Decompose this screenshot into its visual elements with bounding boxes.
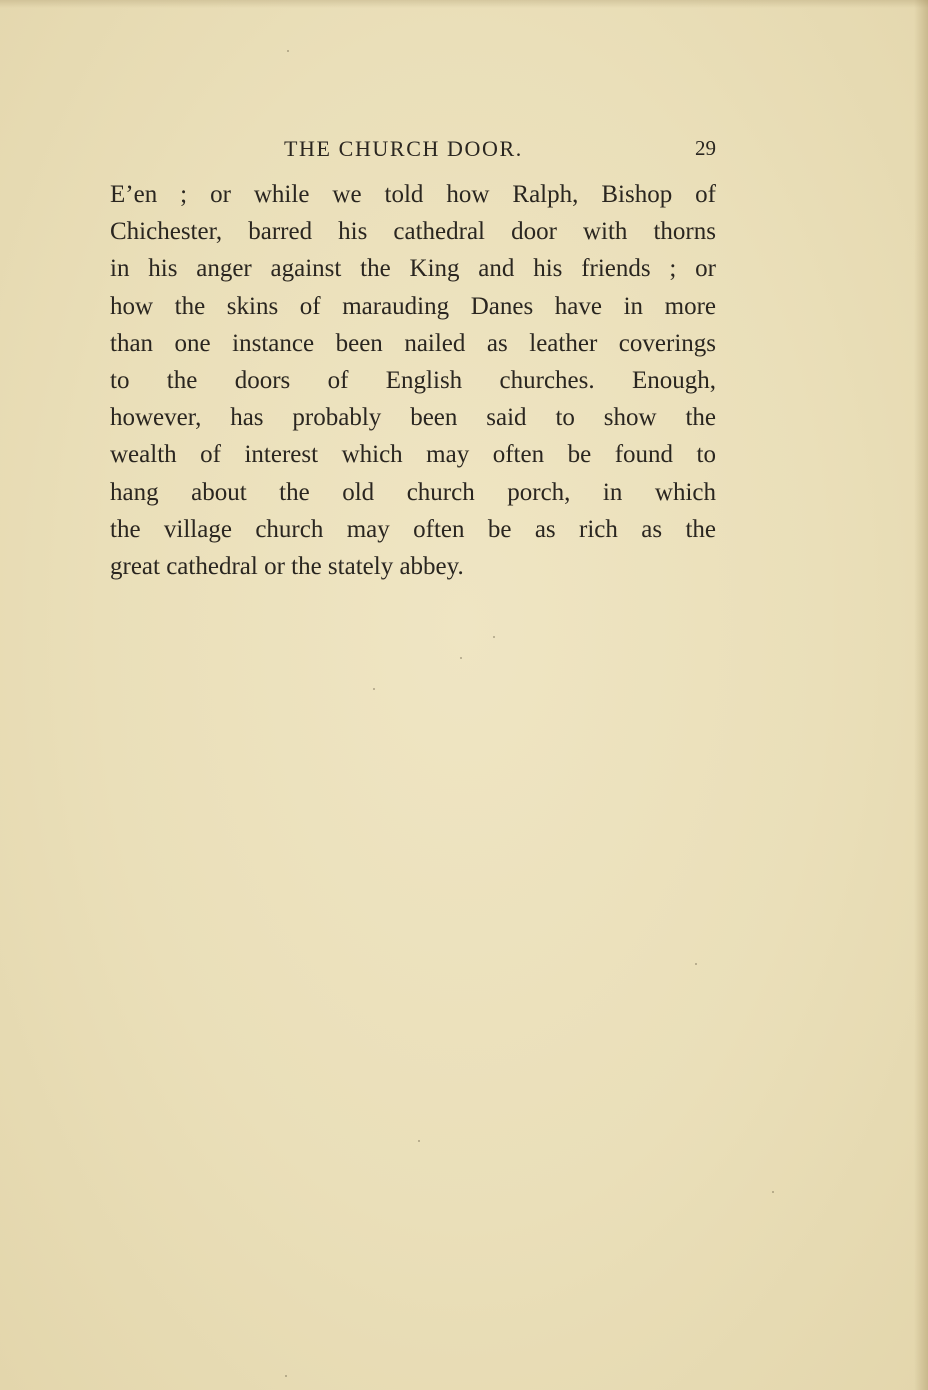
text-line: Chichester, barred his cathedral door with thorns [110,218,716,246]
text-line: great cathedral or the stately abbey. [110,552,464,580]
page-edge-shadow [914,0,928,1390]
paper-speck [285,1375,287,1377]
page-top-shadow [0,0,928,8]
running-header [110,132,716,162]
body-paragraph [110,176,716,585]
text-line: however, has probably been said to show the [110,404,716,432]
text-line: the village church may often be as rich as the [110,515,716,543]
paper-speck [373,688,375,690]
page-number: 29 [695,136,716,160]
paper-speck [493,636,495,638]
text-line: hang about the old church porch, in which [110,478,716,506]
paper-speck [460,657,462,659]
text-line: than one instance been nailed as leather coverings [110,329,716,357]
text-line: in his anger against the King and his friends ; or [110,255,716,283]
text-line: E’en ; or while we told how Ralph, Bishop of [110,181,716,208]
text-line: how the skins of marauding Danes have in more [110,292,716,320]
paper-speck [695,963,697,965]
text-line: to the doors of English churches. Enough, [110,366,716,394]
text-line: wealth of interest which may often be found to [110,441,716,469]
paper-speck [287,50,289,52]
paper-speck [418,1140,420,1142]
running-title: THE CHURCH DOOR. [284,136,523,161]
paper-speck [772,1191,774,1193]
